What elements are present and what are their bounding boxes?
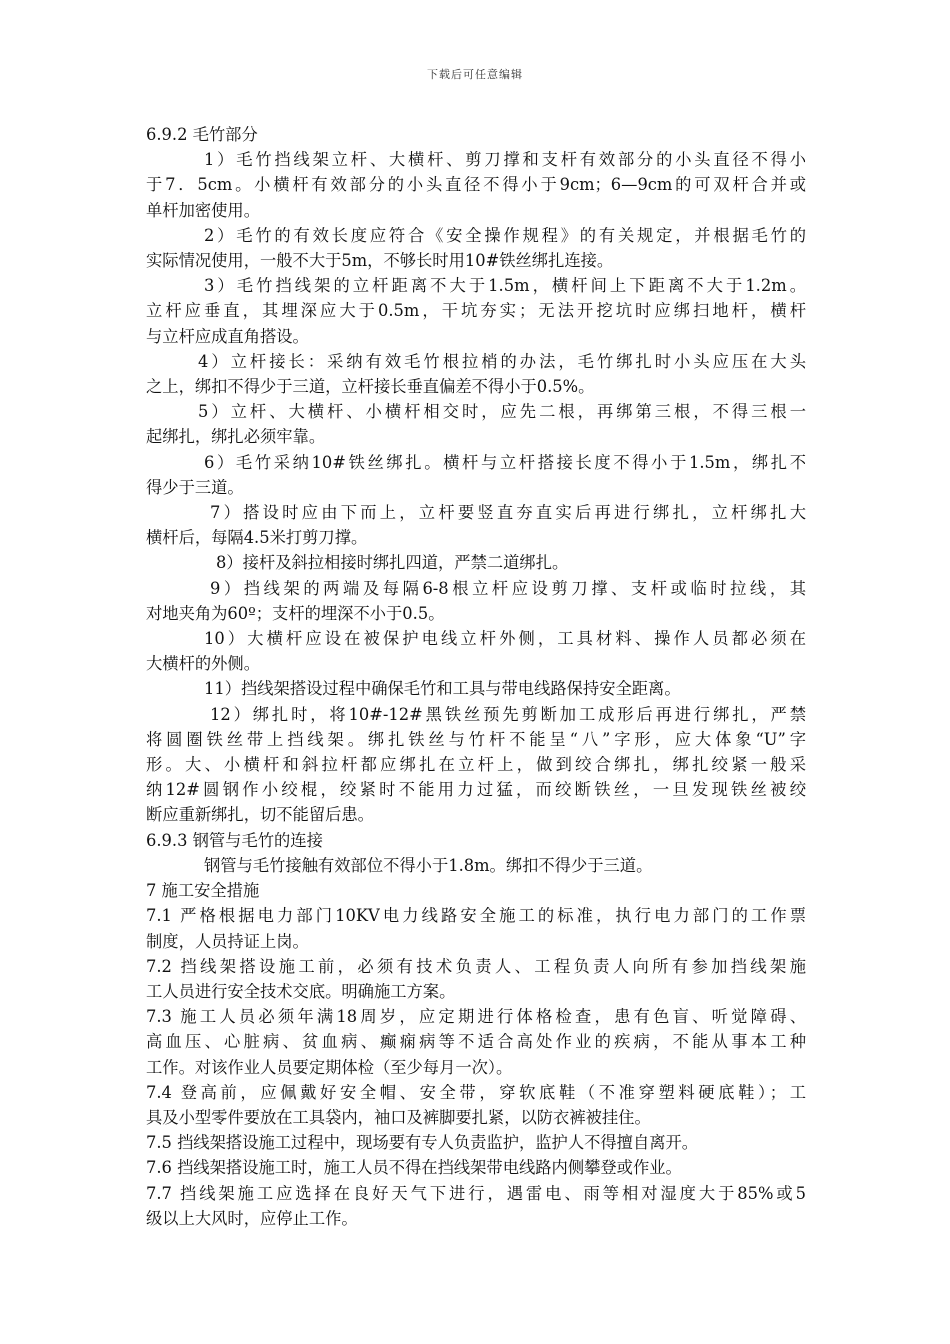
text-line: 工作。对该作业人员要定期体检（至少每月一次）。 [146,1057,513,1077]
text-line: 高血压、心脏病、贫血病、癫痫病等不适合高处作业的疾病，不能从事本工种 [146,1032,806,1052]
text-line: 4）立杆接长：采纳有效毛竹根拉梢的办法，毛竹绑扎时小头应压在大头 [198,351,806,371]
text-line: 形。大、小横杆和斜拉杆都应绑扎在立杆上，做到绞合绑扎，绑扎绞紧一般采 [146,755,806,775]
text-line: 断应重新绑扎，切不能留后患。 [146,805,374,825]
text-line: 工人员进行安全技术交底。明确施工方案。 [146,981,456,1001]
text-line: 7 施工安全措施 [146,881,260,901]
text-line: 于7．5cm。小横杆有效部分的小头直径不得小于9cm；6—9cm的可双杆合并或 [146,175,806,195]
document-body [146,122,806,1231]
text-line: 之上，绑扣不得少于三道，立杆接长垂直偏差不得小于0.5%。 [146,377,595,397]
text-line: 立杆应垂直，其埋深应大于0.5m，干坑夯实；无法开挖坑时应绑扫地杆，横杆 [146,301,806,321]
text-line: 6.9.3 钢管与毛竹的连接 [146,830,323,850]
page-header-note: 下载后可任意编辑 [427,68,523,81]
text-line: 对地夹角为60º；支杆的埋深不小于0.5。 [146,603,445,623]
text-line: 2）毛竹的有效长度应符合《安全操作规程》的有关规定，并根据毛竹的 [204,225,806,245]
text-line: 钢管与毛竹接触有效部位不得小于1.8m。绑扣不得少于三道。 [204,855,653,875]
text-line: 5）立杆、大横杆、小横杆相交时，应先二根，再绑第三根，不得三根一 [198,402,806,422]
text-line: 1）毛竹挡线架立杆、大横杆、剪刀撑和支杆有效部分的小头直径不得小 [204,150,806,170]
text-line: 7.4 登高前，应佩戴好安全帽、安全带，穿软底鞋（不准穿塑料硬底鞋）；工 [146,1082,806,1102]
text-line: 3）毛竹挡线架的立杆距离不大于1.5m，横杆间上下距离不大于1.2m。 [204,276,806,296]
text-line: 11）挡线架搭设过程中确保毛竹和工具与带电线路保持安全距离。 [204,679,681,699]
text-line: 大横杆的外侧。 [146,654,260,674]
text-line: 7.6 挡线架搭设施工时，施工人员不得在挡线架带电线路内侧攀登或作业。 [146,1158,682,1178]
text-line: 制度，人员持证上岗。 [146,931,309,951]
text-line: 6）毛竹采纳10#铁丝绑扎。横杆与立杆搭接长度不得小于1.5m，绑扎不 [204,452,806,472]
text-line: 横杆后，每隔4.5米打剪刀撑。 [146,528,368,548]
text-line: 10）大横杆应设在被保护电线立杆外侧，工具材料、操作人员都必须在 [204,629,806,649]
text-line: 与立杆应成直角搭设。 [146,326,309,346]
text-line: 7.1 严格根据电力部门10KV电力线路安全施工的标准，执行电力部门的工作票 [146,906,806,926]
text-line: 具及小型零件要放在工具袋内，袖口及裤脚要扎紧，以防衣裤被挂住。 [146,1107,651,1127]
text-line: 12）绑扎时，将10#-12#黑铁丝预先剪断加工成形后再进行绑扎，严禁 [210,704,806,724]
text-line: 7.7 挡线架施工应选择在良好天气下进行，遇雷电、雨等相对湿度大于85%或5 [146,1183,806,1203]
text-line: 实际情况使用，一般不大于5m，不够长时用10#铁丝绑扎连接。 [146,251,614,271]
text-line: 8）接杆及斜拉相接时绑扎四道，严禁二道绑扎。 [216,553,569,573]
text-line: 级以上大风时，应停止工作。 [146,1208,358,1228]
text-line: 7）搭设时应由下而上，立杆要竖直夯直实后再进行绑扎，立杆绑扎大 [210,503,806,523]
text-line: 7.5 挡线架搭设施工过程中，现场要有专人负责监护，监护人不得擅自离开。 [146,1133,699,1153]
text-line: 9）挡线架的两端及每隔6-8根立杆应设剪刀撑、支杆或临时拉线，其 [210,578,806,598]
text-line: 7.3 施工人员必须年满18周岁，应定期进行体格检查，患有色盲、听觉障碍、 [146,1007,806,1027]
text-line: 7.2 挡线架搭设施工前，必须有技术负责人、工程负责人向所有参加挡线架施 [146,956,806,976]
text-line: 得少于三道。 [146,477,244,497]
text-line: 单杆加密使用。 [146,200,260,220]
text-line: 纳12#圆钢作小绞棍，绞紧时不能用力过猛，而绞断铁丝，一旦发现铁丝被绞 [146,780,806,800]
text-line: 起绑扎，绑扎必须牢靠。 [146,427,326,447]
text-line: 将圆圈铁丝带上挡线架。绑扎铁丝与竹杆不能呈“八”字形，应大体象“U”字 [146,729,806,749]
text-line: 6.9.2 毛竹部分 [146,125,258,144]
